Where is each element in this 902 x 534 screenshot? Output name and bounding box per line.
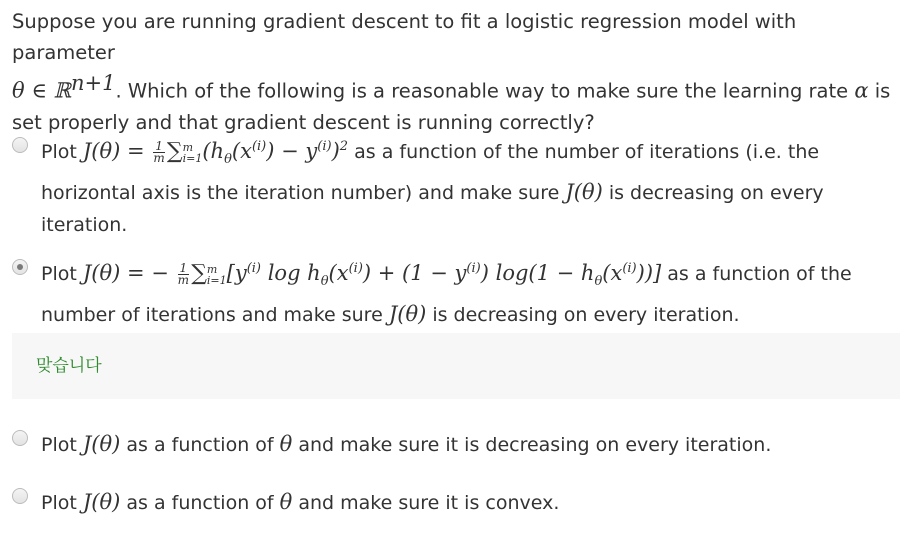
feedback-box bbox=[12, 333, 900, 399]
theta-in-reals: θ ∈ ℝ bbox=[12, 78, 71, 103]
option-1-label: Plot J(θ) = $\frac{1}{m}$ ∑ m i=1 $(h_\theta(x^{(i)}) - y^{(i)})^2$ as a function of the number of iterations (i.e. the horizontal axis is the iteration number) and make sure J(θ) is decreasing on every iteration. bbox=[41, 139, 824, 237]
feedback-correct-label: 맞습니다 bbox=[36, 356, 102, 376]
question-text: Suppose you are running gradient descent to fit a logistic regression model with parameter θ ∈ ℝ$^{n+1}$. Which of the following is a reasonable way to make sure the learning rate α is set properly and that gradient descent is running correctly? bbox=[12, 10, 891, 134]
radio-button-1[interactable] bbox=[12, 137, 28, 153]
radio-button-3[interactable] bbox=[12, 430, 28, 446]
option-2-label: Plot J(θ) = − $\frac{1}{m}$ ∑ m i=1 [$y^{(i)}$ $\log h_\theta(x^{(i)}) + (1 - y^{(i)}) \log(1 - h_\theta(x^{(i)}))$] as a function of the number of iterations and make sure J(θ) is decreasing on every iteration. bbox=[41, 261, 852, 327]
radio-button-2[interactable] bbox=[12, 259, 28, 275]
option-4-label: Plot J(θ) as a function of θ and make sure it is convex. bbox=[41, 490, 560, 514]
option-3-label: Plot J(θ) as a function of θ and make sure it is decreasing on every iteration. bbox=[41, 432, 772, 456]
radio-button-4[interactable] bbox=[12, 488, 28, 504]
